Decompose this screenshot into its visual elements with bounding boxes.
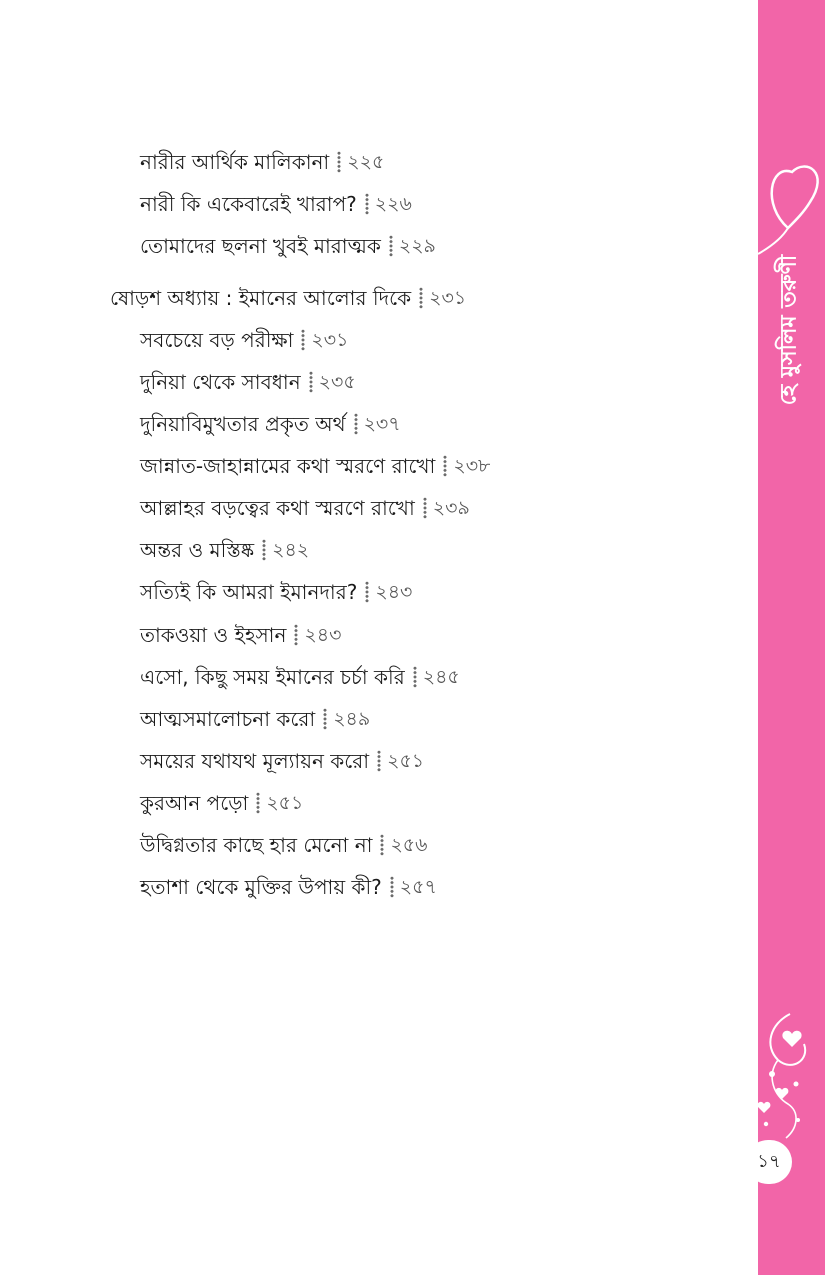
dotted-separator: [262, 539, 266, 561]
toc-entry-title: তোমাদের ছলনা খুবই মারাত্মক: [140, 234, 381, 258]
dotted-separator: [323, 708, 327, 730]
toc-entry-page: ২৩৮: [453, 455, 491, 477]
dotted-separator: [390, 876, 394, 898]
toc-entry[interactable]: [140, 145, 384, 179]
toc-entry[interactable]: [140, 618, 341, 652]
toc-entry-title: দুনিয়াবিমুখতার প্রকৃত অর্থ: [140, 412, 346, 436]
toc-entry[interactable]: [140, 323, 348, 357]
dotted-separator: [389, 235, 393, 257]
dotted-separator: [377, 750, 381, 772]
dotted-separator: [294, 624, 298, 646]
toc-entry[interactable]: [140, 702, 370, 736]
toc-entry-title: নারী কি একেবারেই খারাপ?: [140, 192, 357, 216]
toc-entry-title: হতাশা থেকে মুক্তির উপায় কী?: [140, 875, 382, 899]
book-title-vertical: হে মুসলিম তরুণী: [776, 254, 802, 406]
dotted-separator: [443, 455, 447, 477]
toc-entry-title: দুনিয়া থেকে সাবধান: [140, 370, 301, 394]
dotted-separator: [365, 193, 369, 215]
toc-entry-page: ২২৯: [398, 235, 436, 257]
toc-entry-title: আত্মসমালোচনা করো: [140, 707, 316, 731]
toc-entry-page: ২২৫: [347, 151, 385, 173]
toc-entry-title: কুরআন পড়ো: [140, 791, 249, 815]
toc-entry-page: ২৩৯: [432, 497, 470, 519]
toc-entry[interactable]: [140, 407, 401, 441]
toc-entry-page: ২৫১: [266, 792, 304, 814]
toc-entry-page: ২৪২: [272, 539, 310, 561]
toc-entry[interactable]: [140, 828, 427, 862]
toc-entry[interactable]: [140, 786, 303, 820]
toc-entry[interactable]: [140, 744, 424, 778]
toc-entry-title: সত্যিই কি আমরা ইমানদার?: [140, 580, 358, 604]
toc-entry[interactable]: [140, 187, 412, 221]
toc-entry-page: ২৩১: [311, 329, 349, 351]
toc-entry[interactable]: [140, 449, 490, 483]
toc-entry-title: জান্নাত-জাহান্নামের কথা স্মরণে রাখো: [140, 454, 436, 478]
toc-entry-title: এসো, কিছু সময় ইমানের চর্চা করি: [140, 665, 405, 689]
toc-entry-title: সময়ের যথাযথ মূল্যায়ন করো: [140, 749, 370, 773]
dotted-separator: [365, 581, 369, 603]
toc-entry-page: ২৩১: [429, 287, 467, 309]
toc-entry[interactable]: [140, 491, 470, 525]
heart-flourish-icon: [752, 1010, 822, 1150]
toc-entry-title: তাকওয়া ও ইহসান: [140, 623, 287, 647]
heart-outline-icon: [748, 150, 825, 260]
toc-entry[interactable]: [140, 365, 356, 399]
dotted-separator: [423, 497, 427, 519]
dotted-separator: [354, 413, 358, 435]
dotted-separator: [419, 287, 423, 309]
toc-entry-page: ২৪৫: [422, 666, 460, 688]
toc-entry-page: ২৪৯: [333, 708, 371, 730]
toc-entry-title: ষোড়শ অধ্যায় : ইমানের আলোর দিকে: [110, 286, 412, 310]
toc-entry-page: ২৫১: [387, 750, 425, 772]
toc-entry[interactable]: [140, 533, 309, 567]
page-number-badge: [746, 1140, 792, 1184]
toc-entry-page: ২৩৫: [318, 371, 356, 393]
toc-entry-page: ২৪৩: [375, 581, 413, 603]
dotted-separator: [337, 151, 341, 173]
dotted-separator: [413, 666, 417, 688]
dotted-separator: [301, 329, 305, 351]
toc-entry[interactable]: [140, 575, 412, 609]
toc-entry-page: ২৩৭: [363, 413, 401, 435]
toc-entry-page: ২৫৬: [390, 834, 428, 856]
toc-entry[interactable]: [140, 660, 460, 694]
toc-entry-title: আল্লাহর বড়ত্বের কথা স্মরণে রাখো: [140, 496, 415, 520]
toc-chapter-heading[interactable]: [110, 281, 466, 315]
toc-entry-title: নারীর আর্থিক মালিকানা: [140, 150, 330, 174]
toc-entry-page: ২২৬: [374, 193, 412, 215]
dotted-separator: [309, 371, 313, 393]
page-number: ১৭: [757, 1150, 781, 1172]
toc-entry[interactable]: [140, 870, 437, 904]
toc-entry-title: সবচেয়ে বড় পরীক্ষা: [140, 328, 294, 352]
toc-entry-title: অন্তর ও মস্তিষ্ক: [140, 538, 255, 562]
toc-entry-page: ২৪৩: [304, 624, 342, 646]
dotted-separator: [380, 834, 384, 856]
toc-entry-page: ২৫৭: [399, 876, 437, 898]
toc-entry[interactable]: [140, 229, 436, 263]
dotted-separator: [256, 792, 260, 814]
toc-entry-title: উদ্বিগ্নতার কাছে হার মেনো না: [140, 833, 373, 857]
